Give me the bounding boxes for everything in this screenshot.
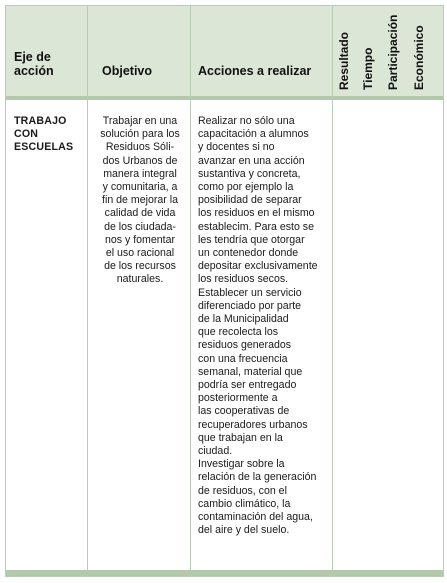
objetivo-line: de los ciudada- xyxy=(104,220,176,233)
row-eje-line-1: TRABAJO xyxy=(14,115,67,127)
acciones-line: semanal, material que xyxy=(198,365,303,378)
acciones-line: avanzar en una acción xyxy=(198,154,305,167)
objetivo-line: el uso racional xyxy=(105,247,175,259)
acciones-line: les tendría que otorgar xyxy=(198,233,305,246)
acciones-line: que recolecta los xyxy=(198,326,279,339)
header-resultado: Resultado xyxy=(337,31,351,90)
acciones-line: relación de la generación xyxy=(198,471,317,484)
acciones-line: del aire y del suelo. xyxy=(198,524,290,537)
objetivo-line: y comunitaria, a xyxy=(102,181,178,193)
header-economico: Económico xyxy=(412,25,426,90)
header-eje-line-2: acción xyxy=(14,64,54,78)
acciones-line: y docentes si no xyxy=(198,141,275,154)
acciones-line: diferenciado por parte xyxy=(198,299,302,312)
acciones-line: posibilidad de separar xyxy=(198,194,302,207)
objetivo-line: dos Urbanos de xyxy=(102,154,178,167)
acciones-line: ciudad. xyxy=(198,445,233,457)
table-row xyxy=(6,100,443,570)
acciones-line: como por ejemplo la xyxy=(198,181,294,193)
table-footer-bar xyxy=(6,570,443,576)
header-tiempo: Tiempo xyxy=(361,47,375,90)
acciones-line: Realizar no sólo una xyxy=(198,115,295,127)
acciones-line: con una frecuencia xyxy=(198,352,288,365)
objetivo-line: manera integral xyxy=(103,167,177,180)
acciones-line: contaminación del agua, xyxy=(198,511,313,523)
acciones-line: cambio climático, la xyxy=(198,497,291,510)
header-acciones: Acciones a realizar xyxy=(198,64,312,78)
action-table xyxy=(5,5,444,577)
acciones-line: recuperadores urbanos xyxy=(198,418,308,431)
objetivo-line: fin de mejorar la xyxy=(102,194,178,207)
acciones-line: los residuos en el mismo xyxy=(198,207,315,220)
objetivo-line: Trabajar en una xyxy=(102,115,178,127)
acciones-line: los residuos secos. xyxy=(198,273,289,286)
acciones-line: residuos generados xyxy=(198,339,292,352)
objetivo-line: Residuos Sóli- xyxy=(105,141,175,154)
acciones-line: Investigar sobre la xyxy=(198,458,285,471)
acciones-line: podría ser entregado xyxy=(198,379,297,391)
header-participacion: Participación xyxy=(386,14,400,90)
acciones-line: depositar exclusivamente xyxy=(198,260,318,273)
acciones-line: las cooperativas de xyxy=(198,405,290,418)
acciones-line: de la Municipalidad xyxy=(198,313,289,325)
acciones-line: un contenedor donde xyxy=(198,247,299,259)
acciones-line: que trabajan en la xyxy=(198,431,283,444)
row-eje-line-3: ESCUELAS xyxy=(14,141,74,153)
acciones-line: posteriormente a xyxy=(198,392,278,405)
objetivo-line: solución para los xyxy=(100,128,180,141)
header-eje-line-1: Eje de xyxy=(14,50,51,64)
objetivo-line: naturales. xyxy=(116,273,164,286)
acciones-line: establecim. Para esto se xyxy=(198,220,314,233)
acciones-line: sustantiva y concreta, xyxy=(198,167,301,180)
table-header xyxy=(6,6,443,100)
acciones-line: de residuos, con el xyxy=(198,484,287,497)
row-eje-line-2: CON xyxy=(14,128,39,140)
objetivo-line: nos y fomentar xyxy=(104,233,176,246)
objetivo-line: calidad de vida xyxy=(104,207,176,220)
objetivo-line: de los recursos xyxy=(104,260,176,273)
header-objetivo: Objetivo xyxy=(102,64,153,78)
acciones-line: capacitación a alumnos xyxy=(198,128,309,141)
acciones-line: Establecer un servicio xyxy=(198,286,302,299)
